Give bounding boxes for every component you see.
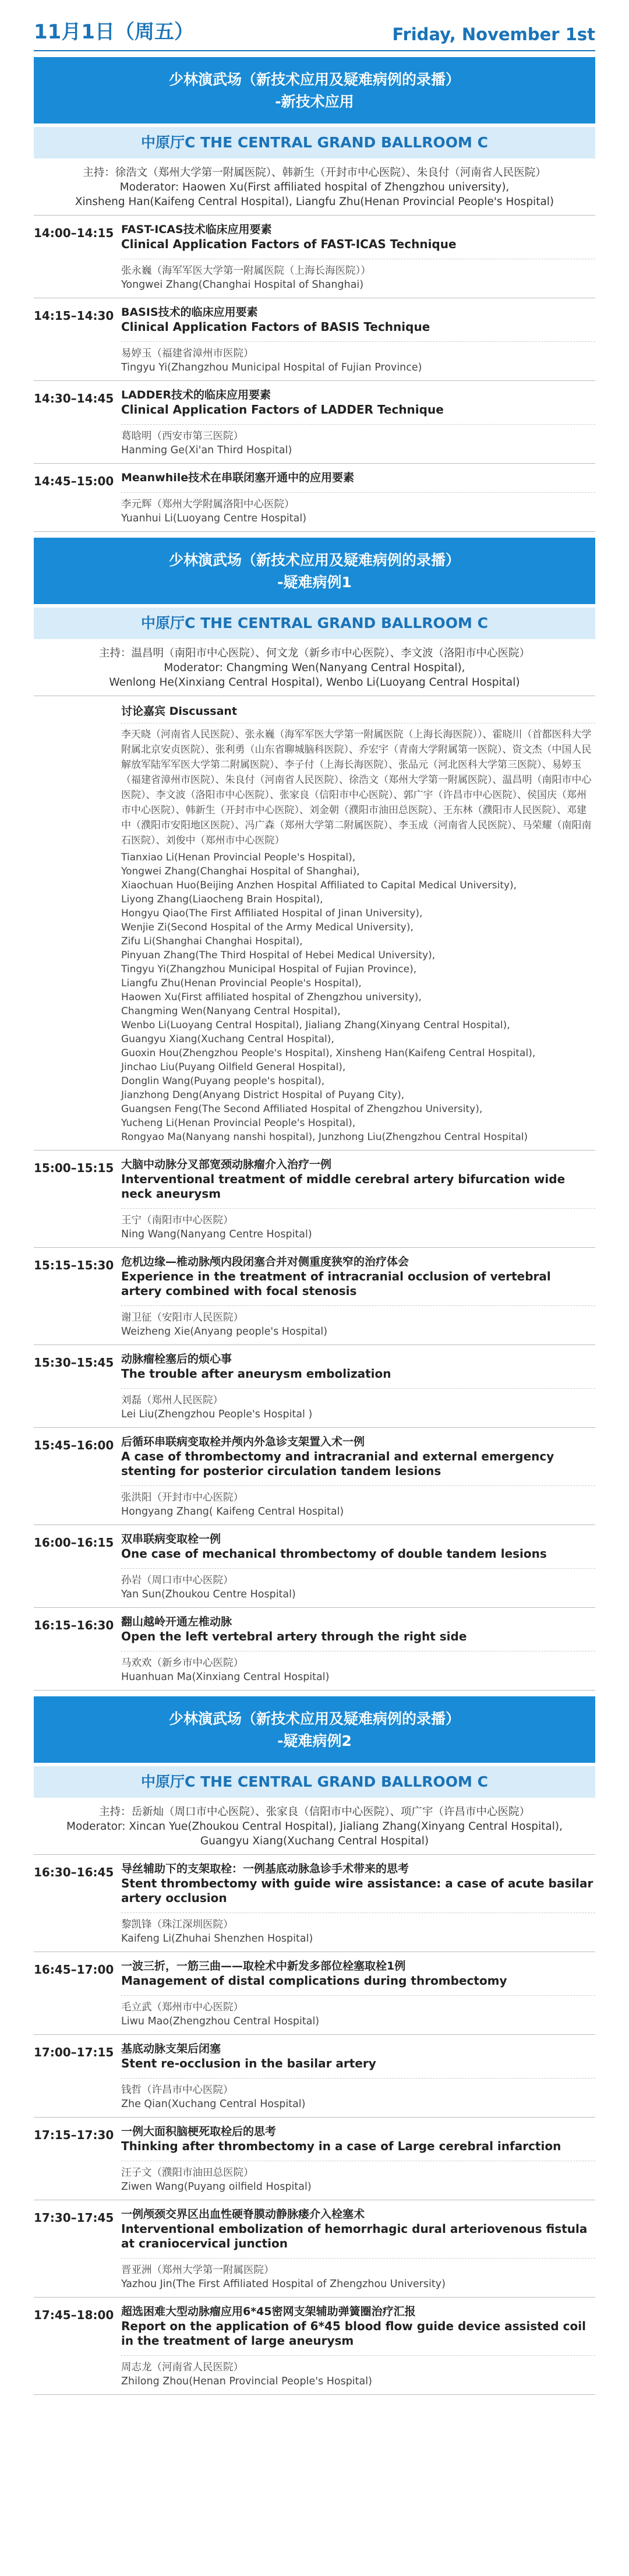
discussion-spacer: [34, 703, 121, 1144]
item-time: 17:30–17:45: [34, 2211, 114, 2225]
item-title-en: Open the left vertebral artery through the right side: [121, 1629, 467, 1643]
item-content: [121, 471, 595, 525]
moderators-cn: 主持：岳新灿（周口市中心医院）、张家良（信阳市中心医院）、项广宇（许昌市中心医院）: [98, 1806, 530, 1818]
item-time: 15:00–15:15: [34, 1161, 114, 1175]
moderators-en-line2: Wenlong He(Xinxiang Central Hospital), Wenbo Li(Luoyang Central Hospital): [109, 676, 520, 689]
moderators-en-line2: Guangyu Xiang(Xuchang Central Hospital): [200, 1835, 429, 1847]
discussant-en-line: Rongyao Ma(Nanyang nanshi hospital), Junzhong Liu(Zhengzhou Central Hospital): [121, 1131, 528, 1143]
moderators-en-line1: Moderator: Xincan Yue(Zhoukou Central Hospital), Jialiang Zhang(Xinyang Central Hospital),: [66, 1820, 563, 1833]
item-title-en: Experience in the treatment of intracranial occlusion of vertebral artery combined with focal stenosis: [121, 1269, 551, 1298]
sections: [34, 57, 595, 2395]
moderators: [34, 1798, 595, 1855]
speaker-en: Hongyang Zhang( Kaifeng Central Hospital): [121, 1506, 344, 1518]
item-title-cn: 超选困难大型动脉瘤应用6*45密网支架辅助弹簧圈治疗汇报: [121, 2305, 416, 2318]
speaker-en: Huanhuan Ma(Xinxiang Central Hospital): [121, 1671, 330, 1683]
item-time: 14:00–14:15: [34, 226, 114, 240]
item-time: 15:45–16:00: [34, 1438, 114, 1452]
item-title-en: One case of mechanical thrombectomy of double tandem lesions: [121, 1547, 547, 1561]
item-speaker: [121, 259, 595, 292]
discussant-en-line: Liyong Zhang(Liaocheng Brain Hospital),: [121, 894, 323, 905]
item-speaker: [121, 2078, 595, 2111]
speaker-en: Zhilong Zhou(Henan Provincial People's Hospital): [121, 2376, 372, 2387]
session-title-line2: -疑难病例1: [277, 574, 352, 591]
discussant-en-line: Guangyu Xiang(Xuchang Central Hospital),: [121, 1033, 334, 1045]
item-title-en: Management of distal complications during thrombectomy: [121, 1974, 507, 1988]
moderators: [34, 158, 595, 216]
program-item: [34, 1345, 595, 1428]
item-speaker: [121, 492, 595, 525]
item-title-en: Clinical Application Factors of LADDER Technique: [121, 403, 444, 417]
program-item: [34, 1952, 595, 2035]
discussant-en-line: Guangsen Feng(The Second Affiliated Hospital of Zhengzhou University),: [121, 1103, 483, 1115]
speaker-cn: 黎凯锋（珠江深圳医院）: [121, 1919, 234, 1931]
item-speaker: [121, 1485, 595, 1519]
item-speaker: [121, 1388, 595, 1421]
item-title-cn: Meanwhile技术在串联闭塞开通中的应用要素: [121, 471, 355, 484]
item-title-en: Clinical Application Factors of BASIS Technique: [121, 320, 430, 334]
discussant-en-line: Yongwei Zhang(Changhai Hospital of Shanghai),: [121, 866, 360, 877]
item-content: [121, 1615, 595, 1684]
item-content: [121, 1862, 595, 1946]
program-item: [34, 1855, 595, 1952]
item-speaker: [121, 2161, 595, 2194]
item-title-en: Stent re-occlusion in the basilar artery: [121, 2056, 376, 2070]
program-item: [34, 464, 595, 532]
program-item: [34, 1525, 595, 1608]
session-title-line1: 少林演武场（新技术应用及疑难病例的录播）: [168, 1710, 460, 1727]
speaker-cn: 张洪阳（开封市中心医院）: [121, 1492, 243, 1504]
speaker-en: Yuanhui Li(Luoyang Centre Hospital): [121, 513, 307, 524]
item-content: [121, 1532, 595, 1601]
item-speaker: [121, 341, 595, 375]
date-cn: 11月1日（周五）: [34, 20, 194, 44]
program-item: [34, 381, 595, 464]
item-title-cn: 后循环串联病变取栓并颅内外急诊支架置入术一例: [121, 1435, 365, 1448]
discussants-cn: 李天晓（河南省人民医院）、张永巍（海军军医大学第一附属医院（上海长海医院））、霍晓川（首都医科大学附属北京安贞医院）、张利勇（山东省聊城脑科医院）、乔宏宇（青南大学附属第一医院）、资文杰（中国人民解放军陆军军医大学第二附属医院）、李子付（上海长海医院）、张品元（河北医科大学第三医院）、易婷玉（福建省漳州市医院）、朱良付（河南省人民医院）、徐浩文（郑州大学第一附属医院）、温昌明（南阳市中心医院）、李文波（洛阳市中心医院）、张家良（信阳市中心医院）、郭广宇（许昌市中心医院）、侯国庆（郑州市中心医院）、韩新生（开封市中心医院）、刘金朝（濮阳市油田总医院）、王东林（濮阳市人民医院）、邓建中（濮阳市安阳地区医院）、冯广森（郑州大学第二附属医院）、李玉成（河南省人民医院）、马荣耀（南阳南石医院）、刘俊中（郑州市中心医院）: [121, 729, 592, 846]
speaker-cn: 刘磊（郑州人民医院）: [121, 1395, 223, 1406]
moderators-en-line2: Xinsheng Han(Kaifeng Central Hospital), Liangfu Zhu(Henan Provincial People's Hospital): [75, 196, 554, 208]
speaker-cn: 钱哲（许昌市中心医院）: [121, 2084, 234, 2096]
item-time: 16:45–17:00: [34, 1963, 114, 1977]
item-time: 15:30–15:45: [34, 1356, 114, 1370]
item-title-en: Stent thrombectomy with guide wire assistance: a case of acute basilar artery occlusion: [121, 1876, 593, 1905]
discussant-en-line: Tianxiao Li(Henan Provincial People's Hospital),: [121, 852, 356, 863]
program-item: [34, 298, 595, 381]
item-title-cn: FAST-ICAS技术临床应用要素: [121, 223, 272, 236]
item-title-cn: 危机边缘—椎动脉颅内段闭塞合并对侧重度狭窄的治疗体会: [121, 1255, 409, 1268]
speaker-en: Ziwen Wang(Puyang oilfield Hospital): [121, 2181, 312, 2193]
item-speaker: [121, 1995, 595, 2028]
item-title-cn: 动脉瘤栓塞后的烦心事: [121, 1353, 232, 1365]
speaker-cn: 张永巍（海军军医大学第一附属医院（上海长海医院））: [121, 265, 371, 277]
program-item: [34, 1428, 595, 1525]
session-title: [34, 57, 595, 123]
hall-name: 中原厅C THE CENTRAL GRAND BALLROOM C: [34, 1766, 595, 1798]
program-item: [34, 1608, 595, 1691]
item-time: 14:30–14:45: [34, 391, 114, 405]
discussant-en-line: Wenbo Li(Luoyang Central Hospital), Jialiang Zhang(Xinyang Central Hospital),: [121, 1019, 510, 1031]
item-speaker: [121, 2355, 595, 2388]
item-content: [121, 1959, 595, 2028]
item-time: 17:00–17:15: [34, 2045, 114, 2059]
discussant-en-line: Changming Wen(Nanyang Central Hospital),: [121, 1005, 341, 1017]
item-title-en: Report on the application of 6*45 blood flow guide device assisted coil in the treatment of large aneurysm: [121, 2319, 586, 2348]
speaker-cn: 王宁（南阳市中心医院）: [121, 1215, 234, 1226]
moderators-en-line1: Moderator: Haowen Xu(First affiliated hospital of Zhengzhou university),: [119, 181, 510, 193]
item-content: [121, 2125, 595, 2194]
item-title-cn: 双串联病变取栓一例: [121, 1533, 221, 1545]
speaker-en: Yongwei Zhang(Changhai Hospital of Shanghai): [121, 279, 364, 291]
item-speaker: [121, 1305, 595, 1339]
item-content: [121, 223, 595, 292]
discussant-en-line: Tingyu Yi(Zhangzhou Municipal Hospital of Fujian Province),: [121, 964, 417, 975]
session-title-line2: -新技术应用: [275, 93, 354, 110]
item-time: 17:15–17:30: [34, 2128, 114, 2142]
item-title-en: The trouble after aneurysm embolization: [121, 1367, 391, 1381]
item-speaker: [121, 1912, 595, 1946]
item-title-en: Clinical Application Factors of FAST-ICAS Technique: [121, 237, 457, 251]
speaker-en: Yan Sun(Zhoukou Centre Hospital): [121, 1589, 296, 1600]
discussant-en-line: Zifu Li(Shanghai Changhai Hospital),: [121, 936, 303, 947]
speaker-cn: 谢卫征（安阳市人民医院）: [121, 1312, 243, 1324]
item-content: [121, 1435, 595, 1519]
discussion-heading: 讨论嘉宾 Discussant: [121, 703, 595, 724]
item-speaker: [121, 1208, 595, 1241]
item-time: 16:00–16:15: [34, 1536, 114, 1550]
discussant-en-line: Pinyuan Zhang(The Third Hospital of Hebei Medical University),: [121, 950, 436, 961]
speaker-cn: 葛晗明（西安市第三医院）: [121, 430, 243, 442]
speaker-cn: 晋亚洲（郑州大学第一附属医院）: [121, 2264, 274, 2276]
discussant-en-line: Xiaochuan Huo(Beijing Anzhen Hospital Affiliated to Capital Medical University),: [121, 880, 517, 891]
item-title-cn: 一例颅颈交界区出血性硬脊膜动静脉瘘介入栓塞术: [121, 2208, 365, 2221]
item-speaker: [121, 2258, 595, 2291]
program-item: [34, 1248, 595, 1345]
discussant-en-line: Hongyu Qiao(The First Affiliated Hospital of Jinan University),: [121, 908, 423, 919]
item-time: 16:30–16:45: [34, 1865, 114, 1879]
speaker-cn: 孙岩（周口市中心医院）: [121, 1575, 234, 1586]
program-item: [34, 2118, 595, 2200]
hall-name: 中原厅C THE CENTRAL GRAND BALLROOM C: [34, 608, 595, 639]
discussant-en-line: Yucheng Li(Henan Provincial People's Hospital),: [121, 1117, 356, 1129]
moderators: [34, 639, 595, 696]
discussant-en-line: Wenjie Zi(Second Hospital of the Army Medical University),: [121, 922, 414, 933]
item-time: 15:15–15:30: [34, 1258, 114, 1272]
speaker-en: Hanming Ge(Xi'an Third Hospital): [121, 444, 292, 456]
date-header: [34, 0, 595, 51]
item-content: [121, 305, 595, 375]
item-speaker: [121, 1568, 595, 1601]
item-title-cn: 翻山越岭开通左椎动脉: [121, 1615, 232, 1628]
moderators-cn: 主持：温昌明（南阳市中心医院）、何文龙（新乡市中心医院）、李文波（洛阳市中心医院）: [98, 647, 530, 659]
session-title-line1: 少林演武场（新技术应用及疑难病例的录播）: [168, 71, 460, 88]
item-title-cn: 一例大面积脑梗死取栓后的思考: [121, 2125, 277, 2138]
item-content: [121, 2305, 595, 2388]
item-content: [121, 388, 595, 457]
speaker-en: Weizheng Xie(Anyang people's Hospital): [121, 1326, 328, 1338]
item-title-cn: LADDER技术的临床应用要素: [121, 389, 271, 401]
speaker-en: Tingyu Yi(Zhangzhou Municipal Hospital of Fujian Province): [121, 362, 422, 373]
item-title-cn: 一波三折，一筋三曲——取栓术中新发多部位栓塞取栓1例: [121, 1960, 406, 1972]
session-title-line2: -疑难病例2: [277, 1732, 352, 1749]
speaker-en: Liwu Mao(Zhengzhou Central Hospital): [121, 2016, 320, 2027]
item-title-cn: 大脑中动脉分叉部宽颈动脉瘤介入治疗一例: [121, 1158, 332, 1171]
item-title-en: Interventional embolization of hemorrhagic dural arteriovenous fistula at craniocervical junction: [121, 2222, 588, 2250]
speaker-en: Zhe Qian(Xuchang Central Hospital): [121, 2098, 306, 2110]
item-content: [121, 2207, 595, 2291]
speaker-en: Kaifeng Li(Zhuhai Shenzhen Hospital): [121, 1933, 313, 1945]
item-content: [121, 1158, 595, 1241]
speaker-cn: 毛立武（郑州市中心医院）: [121, 2002, 243, 2013]
item-content: [121, 1255, 595, 1339]
item-title-cn: 导丝辅助下的支架取栓：一例基底动脉急诊手术带来的思考: [121, 1862, 409, 1875]
speaker-cn: 汪子文（濮阳市油田总医院）: [121, 2167, 254, 2179]
discussant-en-line: Jinchao Liu(Puyang Oilfield General Hospital),: [121, 1061, 346, 1073]
item-title-cn: 基底动脉支架后闭塞: [121, 2042, 221, 2055]
discussant-en-line: Liangfu Zhu(Henan Provincial People's Hospital),: [121, 978, 362, 989]
discussion-content: [121, 703, 595, 1144]
discussants-en: [121, 851, 595, 1144]
item-speaker: [121, 424, 595, 457]
item-time: 14:15–14:30: [34, 309, 114, 323]
speaker-en: Ning Wang(Nanyang Centre Hospital): [121, 1229, 312, 1240]
program-item: [34, 2298, 595, 2395]
session-title-line1: 少林演武场（新技术应用及疑难病例的录播）: [168, 552, 460, 569]
item-title-cn: BASIS技术的临床应用要素: [121, 306, 258, 319]
item-time: 14:45–15:00: [34, 474, 114, 488]
item-speaker: [121, 1651, 595, 1684]
item-time: 16:15–16:30: [34, 1618, 114, 1632]
moderators-cn: 主持：徐浩文（郑州大学第一附属医院）、韩新生（开封市中心医院）、朱良付（河南省人民医院）: [83, 167, 546, 179]
session-section: [34, 538, 595, 1691]
speaker-cn: 周志龙（河南省人民医院）: [121, 2362, 243, 2373]
discussion-block: [34, 696, 595, 1151]
item-time: 17:45–18:00: [34, 2308, 114, 2322]
item-content: [121, 2042, 595, 2111]
speaker-en: Lei Liu(Zhengzhou People's Hospital ): [121, 1409, 313, 1420]
session-title: [34, 538, 595, 604]
speaker-cn: 马欢欢（新乡市中心医院）: [121, 1657, 243, 1669]
discussant-en-line: Guoxin Hou(Zhengzhou People's Hospital), Xinsheng Han(Kaifeng Central Hospital),: [121, 1047, 536, 1059]
speaker-cn: 易婷玉（福建省漳州市医院）: [121, 348, 254, 359]
session-title: [34, 1696, 595, 1763]
program-item: [34, 2200, 595, 2298]
program-item: [34, 2035, 595, 2118]
program-item: [34, 216, 595, 298]
moderators-en-line1: Moderator: Changming Wen(Nanyang Central Hospital),: [164, 662, 465, 674]
item-title-en: A case of thrombectomy and intracranial and external emergency stenting for posterior circulation tandem lesions: [121, 1449, 554, 1478]
session-section: [34, 57, 595, 532]
session-section: [34, 1696, 595, 2395]
date-en: Friday, November 1st: [392, 24, 595, 44]
program-item: [34, 1151, 595, 1248]
item-title-en: Interventional treatment of middle cerebral artery bifurcation wide neck aneurysm: [121, 1172, 566, 1201]
discussant-en-line: Haowen Xu(First affiliated hospital of Zhengzhou university),: [121, 991, 422, 1003]
speaker-cn: 李元辉（郑州大学附属洛阳中心医院）: [121, 499, 295, 510]
discussant-en-line: Donglin Wang(Puyang people's hospital),: [121, 1075, 325, 1087]
hall-name: 中原厅C THE CENTRAL GRAND BALLROOM C: [34, 127, 595, 158]
speaker-en: Yazhou Jin(The First Affiliated Hospital of Zhengzhou University): [121, 2278, 446, 2290]
discussant-en-line: Jianzhong Deng(Anyang District Hospital of Puyang City),: [121, 1089, 405, 1101]
item-title-en: Thinking after thrombectomy in a case of Large cerebral infarction: [121, 2139, 561, 2153]
item-content: [121, 1352, 595, 1421]
